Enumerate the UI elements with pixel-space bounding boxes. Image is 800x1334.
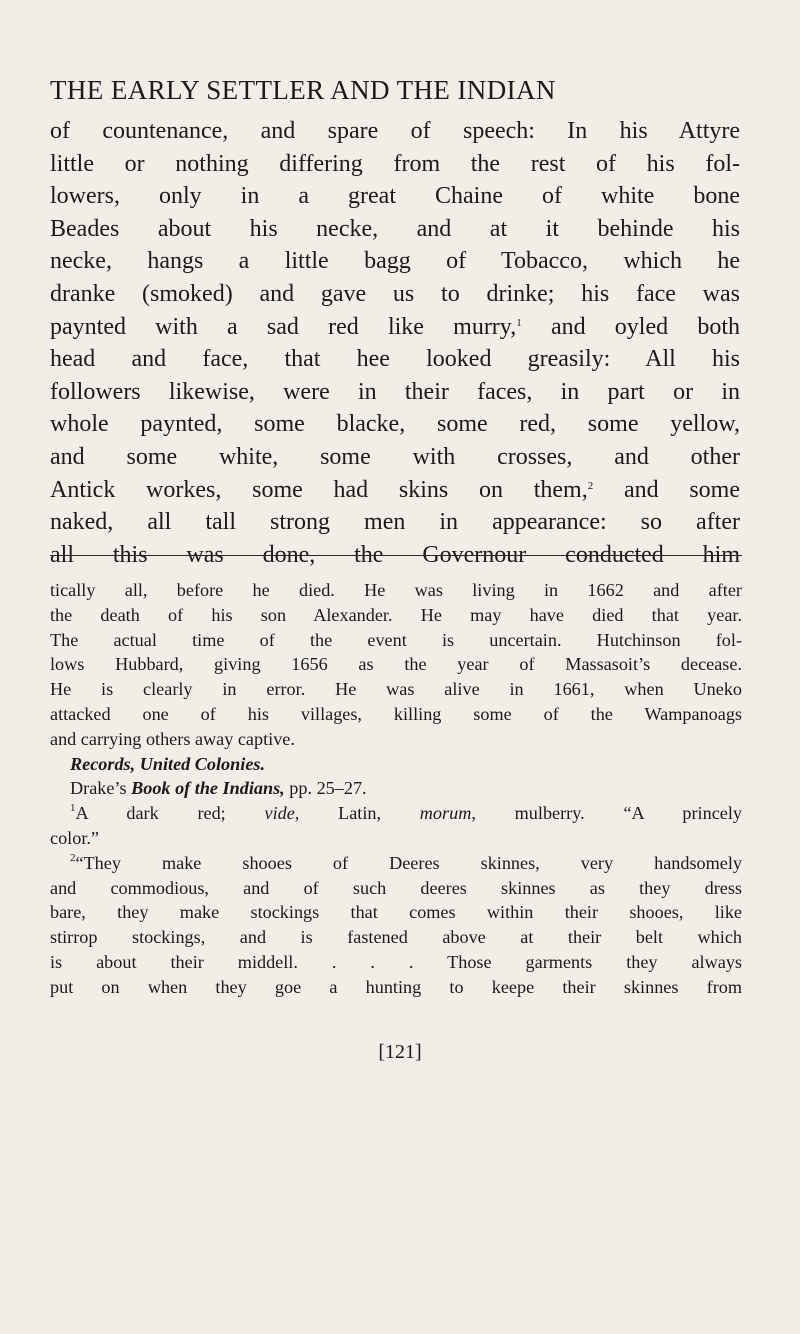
body-text [50,115,740,571]
footnote-line: stirrop stockings, and is fastened above at their belt which [50,927,742,948]
footnote-text: “They make shooes of Deeres skinnes, very handsomely [75,852,742,873]
footnote-mark-2: 2 [70,851,76,864]
footnote-citation-records [50,752,742,777]
page-number: [121] [378,1041,422,1063]
footnote-line: lows Hubbard, giving 1656 as the year of Massasoit’s decease. [50,654,742,675]
body-line: all this was done, the Governour conducted him [50,541,740,568]
citation-text: pp. 25–27. [284,778,367,799]
body-line [50,311,740,344]
body-line [50,474,740,507]
body-line: Beades about his necke, and at it behinde his [50,215,740,242]
footnote-line: and carrying others away captive. [50,728,295,749]
footnote-line: tically all, before he died. He was living in 1662 and after [50,580,742,600]
footnote-line: put on when they goe a hunting to keepe their skinnes from [50,976,742,997]
footnote-1 [50,801,742,826]
footnote-line: and commodious, and of such deeres skinnes as they dress [50,877,742,898]
footnote-text: A dark red; [75,803,265,824]
running-head: THE EARLY SETTLER AND THE INDIAN [50,75,556,105]
body-line-text: Antick workes, some had skins on them, [50,476,588,503]
footnote-line: the death of his son Alexander. He may have died that year. [50,604,742,625]
footnote-2 [50,851,742,876]
citation-text: Drake’s [70,778,132,799]
body-line: little or nothing differing from the rest of his fol- [50,150,740,177]
footnote-line: color.” [50,827,99,848]
body-line: whole paynted, some blacke, some red, some yellow, [50,411,740,438]
footnote-italic: morum, [419,803,476,824]
body-line: followers likewise, were in their faces, in part or in [50,378,740,405]
footnote-line: bare, they make stockings that comes within their shooes, like [50,902,742,923]
body-line: and some white, some with crosses, and other [50,443,740,470]
body-line: necke, hangs a little bagg of Tobacco, which he [50,248,740,275]
citation-title: Book of the Indians, [131,778,285,799]
footnote-text: mulberry. “A princely [475,803,742,824]
footnotes [50,578,742,1000]
footnote-mark-1: 1 [70,802,76,815]
body-line: lowers, only in a great Chaine of white bone [50,183,740,210]
footnote-line: attacked one of his villages, killing some of the Wampanoags [50,703,742,724]
body-line: dranke (smoked) and gave us to drinke; his face was [50,280,740,307]
body-line-text: and oyled both [521,313,741,340]
footnote-text: Latin, [299,803,420,824]
body-line: naked, all tall strong men in appearance: so after [50,509,740,536]
footnote-ref-2: 2 [587,479,594,492]
body-line-text: and some [593,476,740,503]
footnote-line: is about their middell. . . . Those garments they always [50,951,742,972]
body-line-text: paynted with a sad red like murry, [50,313,517,340]
body-line: head and face, that hee looked greasily: All his [50,346,740,373]
footnote-divider [50,555,742,556]
body-line: of countenance, and spare of speech: In his Attyre [50,118,740,144]
citation-title: Records, United Colonies. [70,753,266,774]
footnote-line: The actual time of the event is uncertain. Hutchinson fol- [50,629,742,650]
footnote-line: He is clearly in error. He was alive in 1661, when Uneko [50,679,742,700]
footnote-italic: vide, [264,803,300,824]
footnote-ref-1: 1 [516,316,522,329]
footnote-citation-drake [50,776,742,801]
